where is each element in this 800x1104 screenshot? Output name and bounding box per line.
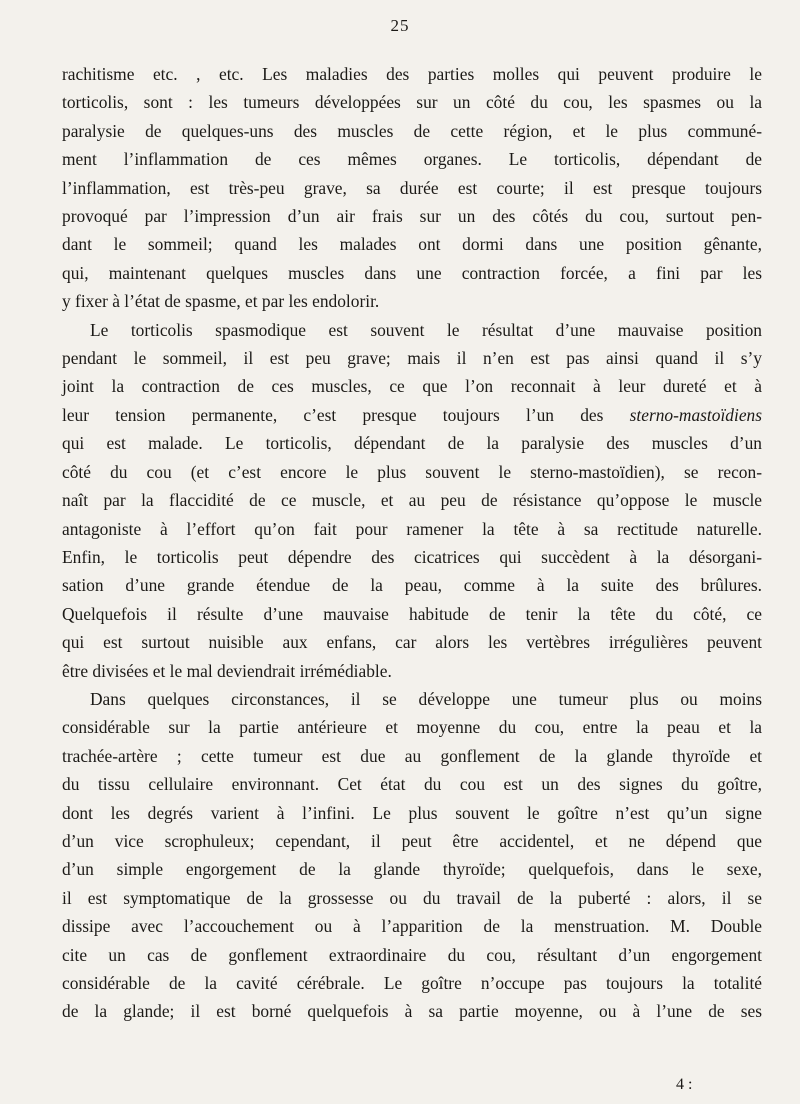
text-line: dant le sommeil; quand les malades ont dormi dans une position gênante, <box>62 234 762 255</box>
text-line: Dans quelques circonstances, il se développe une tumeur plus ou moins <box>90 688 762 709</box>
page-number: 25 <box>390 16 410 35</box>
text-line: dont les degrés varient à l’infini. Le plus souvent le goître n’est qu’un signe <box>62 802 762 823</box>
paragraph-3 <box>62 685 762 1026</box>
text-line: d’un vice scrophuleux; cependant, il peut être accidentel, et ne dépend que <box>62 830 762 851</box>
text-line: trachée-artère ; cette tumeur est due au gonflement de la glande thyroïde et <box>62 745 762 766</box>
text-line: qui est surtout nuisible aux enfans, car alors les vertèbres irrégulières peuvent <box>62 632 762 653</box>
italic-term: sterno-mastoïdiens <box>629 404 762 425</box>
paragraph-1 <box>62 60 762 316</box>
text-line: qui, maintenant quelques muscles dans une contraction forcée, a fini par les <box>62 262 762 283</box>
text-line: Quelquefois il résulte d’une mauvaise habitude de tenir la tête du côté, ce <box>62 603 762 624</box>
text-line: être divisées et le mal deviendrait irrémédiable. <box>62 660 392 681</box>
body-text <box>62 60 762 1026</box>
text-line: y fixer à l’état de spasme, et par les endolorir. <box>62 291 380 312</box>
text-line: d’un simple engorgement de la glande thyroïde; quelquefois, dans le sexe, <box>62 859 762 880</box>
text-line: considérable sur la partie antérieure et moyenne du cou, entre la peau et la <box>62 717 762 738</box>
text-line: provoqué par l’impression d’un air frais sur un des côtés du cou, surtout pen- <box>62 206 762 227</box>
text-line: côté du cou (et c’est encore le plus souvent le sterno-mastoïdien), se recon- <box>62 461 762 482</box>
text-line: ment l’inflammation de ces mêmes organes. Le torticolis, dépendant de <box>62 149 762 170</box>
paragraph-2 <box>62 316 762 685</box>
text-line: dissipe avec l’accouchement ou à l’apparition de la menstruation. M. Double <box>62 916 762 937</box>
text-line: l’inflammation, est très-peu grave, sa durée est courte; il est presque toujours <box>62 177 762 198</box>
text-line: qui est malade. Le torticolis, dépendant de la paralysie des muscles d’un <box>62 433 762 454</box>
text-line: pendant le sommeil, il est peu grave; mais il n’en est pas ainsi quand il s’y <box>62 348 762 369</box>
text-line: naît par la flaccidité de ce muscle, et au peu de résistance qu’oppose le muscle <box>62 490 762 511</box>
text-line: Le torticolis spasmodique est souvent le résultat d’une mauvaise position <box>90 319 762 340</box>
text-run: leur tension permanente, c’est presque toujours l’un des <box>62 404 630 425</box>
text-line: antagoniste à l’effort qu’on fait pour ramener la tête à sa rectitude naturelle. <box>62 518 762 539</box>
text-line: sation d’une grande étendue de la peau, comme à la suite des brûlures. <box>62 575 762 596</box>
text-line: considérable de la cavité cérébrale. Le goître n’occupe pas toujours la totalité <box>62 973 762 993</box>
text-line: cite un cas de gonflement extraordinaire du cou, résultant d’un engorgement <box>62 944 762 965</box>
text-line: il est symptomatique de la grossesse ou du travail de la puberté : alors, il se <box>62 887 762 908</box>
text-line: torticolis, sont : les tumeurs développées sur un côté du cou, les spasmes ou la <box>62 92 762 113</box>
text-line: Enfin, le torticolis peut dépendre des cicatrices qui succèdent à la désorgani- <box>62 546 762 567</box>
text-line: rachitisme etc. , etc. Les maladies des parties molles qui peuvent produire le <box>62 64 762 84</box>
text-line: de la glande; il est borné quelquefois à sa partie moyenne, ou à l’une de ses <box>62 1001 762 1022</box>
signature-mark: 4 : <box>676 1076 693 1093</box>
text-line: joint la contraction de ces muscles, ce que l’on reconnait à leur dureté et à <box>62 376 762 397</box>
text-line <box>62 401 762 429</box>
text-line: du tissu cellulaire environnant. Cet état du cou est un des signes du goître, <box>62 774 762 795</box>
text-line: paralysie de quelques-uns des muscles de cette région, et le plus communé- <box>62 120 762 141</box>
